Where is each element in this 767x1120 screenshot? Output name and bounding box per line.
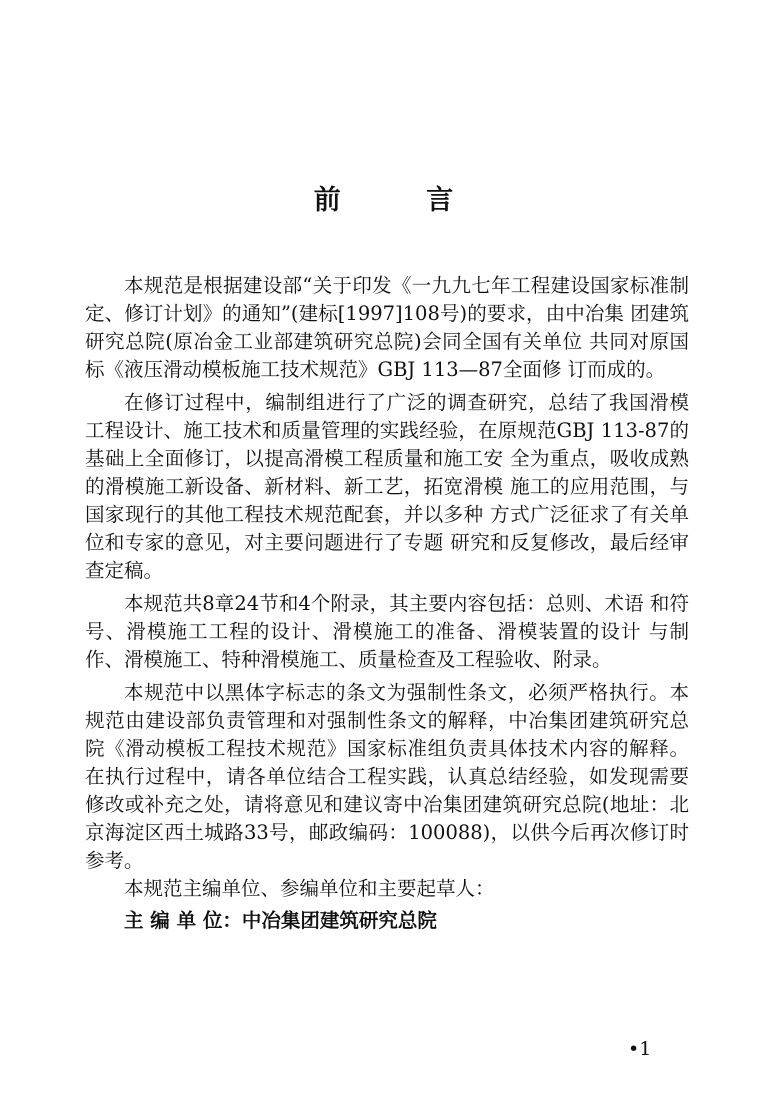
page-number: •1 — [628, 1038, 652, 1060]
page-title: 前 言 — [313, 185, 492, 216]
paragraph-basis: 本规范是根据建设部“关于印发《一九九七年工程建设国家标准制定、修订计划》的通知”(建标[1997]108号)的要求，由中冶集 团建筑研究总院(原冶金工业部建筑研究总院)会同全国有关单位 共同对原国标《液压滑动模板施工技术规范》GBJ 113—87全面修 订而成的。 — [85, 274, 689, 381]
body-text — [85, 272, 689, 935]
chief-editor-unit: 主 编 单 位：中冶集团建筑研究总院 — [124, 909, 437, 932]
paragraph-revision-process: 在修订过程中，编制组进行了广泛的调查研究，总结了我国滑模工程设计、施工技术和质量管理的实践经验，在原规范GBJ 113-87的基础上全面修订，以提高滑模工程质量和施工安 全为重点，吸收成熟的滑模施工新设备、新材料、新工艺，拓宽滑模 施工的应用范围，与国家现行的其他工程技术规范配套，并以多种 方式广泛征求了有关单位和专家的意见，对主要问题进行了专题 研究和反复修改，最后经审查定稿。 — [85, 391, 689, 582]
paragraph-mandatory-clauses: 本规范中以黑体字标志的条文为强制性条文，必须严格执行。本规范由建设部负责管理和对强制性条文的解释，中冶集团建筑研究总院《滑动模板工程技术规范》国家标准组负责具体技术内容的解释。在执行过程中，请各单位结合工程实践，认真总结经验，如发现需要修改或补充之处，请将意见和建议寄中冶集团建筑研究总院(地址：北京海淀区西土城路33号，邮政编码：100088)，以供今后再次修订时参考。 — [85, 681, 689, 872]
paragraph-contents: 本规范共8章24节和4个附录，其主要内容包括：总则、术语 和符号、滑模施工工程的设计、滑模施工的准备、滑模装置的设计 与制作、滑模施工、特种滑模施工、质量检查及工程验收、附录。 — [85, 592, 689, 671]
paragraph-editors-intro: 本规范主编单位、参编单位和主要起草人： — [124, 877, 495, 900]
